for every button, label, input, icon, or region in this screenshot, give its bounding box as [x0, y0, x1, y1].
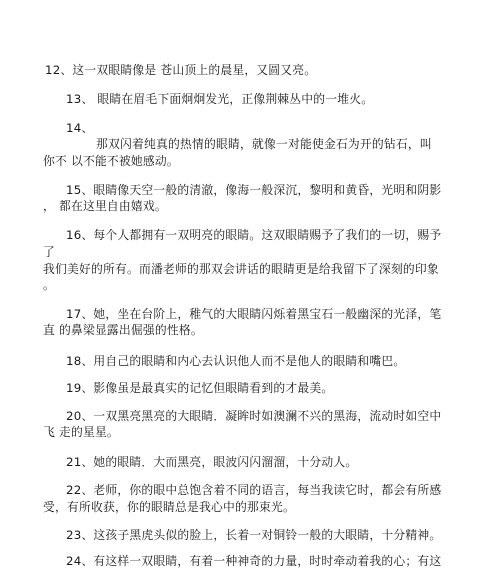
text-line: 我们美好的所有。而潘老师的那双会讲话的眼睛更是给我留下了深刻的印象 — [43, 262, 439, 276]
text-line: 20、一双黑亮黑亮的大眼睛．凝眸时如澳澜不兴的黑海，流动时如空中 — [66, 409, 442, 423]
text-line: 21、她的眼睛．大而黑亮，眼波闪闪溜溜，十分动人。 — [66, 455, 358, 469]
text-line: 19、影像虽是最真实的记忆但眼睛看到的才最美。 — [66, 381, 334, 395]
text-line: 12、这一双眼睛像是 苍山顶上的晨星，又圆又亮。 — [45, 63, 317, 77]
text-line: 23、这孩子黑虎头似的脸上，长着一对铜铃一般的大眼睛，十分精神。 — [66, 528, 442, 542]
text-line: 15、眼睛像天空一般的清澈，像海一般深沉，黎明和黄昏，光明和阴影 — [66, 183, 442, 197]
text-line: 14、 — [66, 121, 94, 135]
text-line: 飞 走的星星。 — [43, 425, 119, 439]
text-line: 17、她，坐在台阶上，稚气的大眼睛闪烁着黑宝石一般幽深的光泽，笔 — [66, 307, 442, 321]
text-line: 直 的鼻梁显露出倔强的性格。 — [43, 323, 203, 337]
text-line: ， 都在这里自由嬉戏。 — [43, 199, 167, 213]
text-line: 24、有这样一双眼睛，有着一种神奇的力量，时时牵动着我的心；有这 — [66, 554, 442, 568]
text-line: 22、老师，你的眼中总饱含着不同的语言，每当我读它时，都会有所感 — [66, 483, 442, 497]
text-line: 那双闪着纯真的热情的眼睛，就像一对能使金石为开的钻石，叫 — [96, 137, 432, 151]
text-line: 了 — [43, 245, 55, 259]
text-line: 16、每个人都拥有一双明亮的眼睛。这双眼睛赐予了我们的一切，赐予 — [66, 228, 442, 242]
text-line: 18、用自己的眼睛和内心去认识他人而不是他人的眼睛和嘴巴。 — [66, 354, 406, 368]
text-line: 。 — [43, 278, 55, 292]
text-line: 13、 眼睛在眉毛下面炯炯发光，正像荆棘丛中的一堆火。 — [66, 92, 374, 106]
text-line: 你不 以不能不被她感动。 — [43, 154, 179, 168]
text-line: 受，有所收获，你的眼睛总是我心中的那束光。 — [43, 500, 295, 514]
